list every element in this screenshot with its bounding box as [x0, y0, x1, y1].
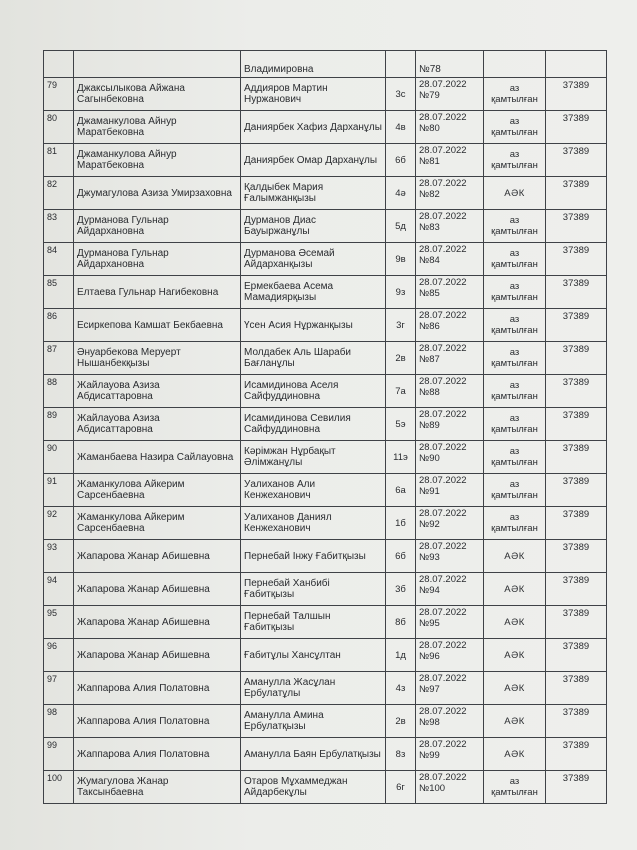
parent-name-cell: Джаманкулова Айнур Маратбековна	[74, 144, 241, 177]
date-text: 28.07.2022	[419, 574, 467, 585]
parent-name-cell: Жапарова Жанар Абишевна	[74, 573, 241, 606]
child-name-cell: Даниярбек Хафиз Дарханұлы	[241, 111, 386, 144]
status-cell: аз қамтылған	[484, 309, 546, 342]
code-cell: 37389	[546, 771, 607, 804]
date-order-cell	[416, 705, 484, 738]
date-text: 28.07.2022	[419, 541, 467, 552]
order-text: №99	[419, 750, 440, 761]
date-order-cell	[416, 243, 484, 276]
order-text: №91	[419, 486, 440, 497]
status-cell: аз қамтылған	[484, 441, 546, 474]
order-cell: №78	[416, 51, 484, 78]
class-cell: 4в	[386, 111, 416, 144]
parent-name-cell: Джумагулова Азиза Умирзаховна	[74, 177, 241, 210]
order-text: №97	[419, 684, 440, 695]
date-text: 28.07.2022	[419, 277, 467, 288]
status-cell: АӘК	[484, 705, 546, 738]
table-row	[44, 210, 607, 243]
row-number-cell: 92	[44, 507, 74, 540]
class-cell: 3б	[386, 573, 416, 606]
class-cell: 11э	[386, 441, 416, 474]
date-text: 28.07.2022	[419, 244, 467, 255]
table-row	[44, 342, 607, 375]
parent-name-cell: Дурманова Гульнар Айдархановна	[74, 210, 241, 243]
status-cell: аз қамтылған	[484, 210, 546, 243]
class-cell: 3с	[386, 78, 416, 111]
row-number-cell: 85	[44, 276, 74, 309]
status-cell: аз қамтылған	[484, 243, 546, 276]
table-row	[44, 540, 607, 573]
row-number-cell: 100	[44, 771, 74, 804]
table-row	[44, 606, 607, 639]
row-number-cell: 89	[44, 408, 74, 441]
child-name-cell: Үсен Асия Нұржанқызы	[241, 309, 386, 342]
code-cell: 37389	[546, 375, 607, 408]
parent-name-cell: Жаппарова Алия Полатовна	[74, 672, 241, 705]
date-text: 28.07.2022	[419, 79, 467, 90]
code-cell: 37389	[546, 210, 607, 243]
order-text: №83	[419, 222, 440, 233]
table-row	[44, 639, 607, 672]
date-text: 28.07.2022	[419, 376, 467, 387]
date-text: 28.07.2022	[419, 706, 467, 717]
parent-name-cell: Джаманкулова Айнур Маратбековна	[74, 111, 241, 144]
date-text: 28.07.2022	[419, 772, 467, 783]
date-order-cell	[416, 342, 484, 375]
date-order-cell	[416, 144, 484, 177]
child-name-cell: Отаров Мұхаммеджан Айдарбекұлы	[241, 771, 386, 804]
row-number-cell: 94	[44, 573, 74, 606]
code-cell: 37389	[546, 309, 607, 342]
child-name-cell: Аманулла Амина Ербулатқызы	[241, 705, 386, 738]
date-order-cell	[416, 276, 484, 309]
table-row	[44, 672, 607, 705]
class-cell: 9в	[386, 243, 416, 276]
status-cell: аз қамтылған	[484, 78, 546, 111]
child-name-cell: Пернебай Ханбибі Ғабитқызы	[241, 573, 386, 606]
date-text: 28.07.2022	[419, 343, 467, 354]
status-cell: АӘК	[484, 738, 546, 771]
order-text: №92	[419, 519, 440, 530]
status-cell: аз қамтылған	[484, 375, 546, 408]
date-text: 28.07.2022	[419, 640, 467, 651]
date-text: 28.07.2022	[419, 310, 467, 321]
order-text: №80	[419, 123, 440, 134]
table-row	[44, 78, 607, 111]
parent-name-cell: Жаппарова Алия Полатовна	[74, 705, 241, 738]
row-number-cell: 91	[44, 474, 74, 507]
parent-name-cell: Дурманова Гульнар Айдархановна	[74, 243, 241, 276]
table-row	[44, 375, 607, 408]
code-cell: 37389	[546, 144, 607, 177]
class-cell: 6б	[386, 144, 416, 177]
order-text: №100	[419, 783, 446, 794]
status-cell: аз қамтылған	[484, 342, 546, 375]
child-name-cell: Ермекбаева Асема Мамадиярқызы	[241, 276, 386, 309]
code-cell: 37389	[546, 408, 607, 441]
row-number-cell: 86	[44, 309, 74, 342]
status-cell: АӘК	[484, 606, 546, 639]
table-row	[44, 111, 607, 144]
date-text: 28.07.2022	[419, 607, 467, 618]
child-name-cell: Аманулла Жасұлан Ербулатұлы	[241, 672, 386, 705]
date-order-cell	[416, 78, 484, 111]
class-cell: 6б	[386, 540, 416, 573]
row-number-cell: 98	[44, 705, 74, 738]
code-cell: 37389	[546, 738, 607, 771]
order-text: №94	[419, 585, 440, 596]
table-row	[44, 507, 607, 540]
date-order-cell	[416, 771, 484, 804]
table-row	[44, 51, 607, 78]
status-cell: аз қамтылған	[484, 144, 546, 177]
row-number-cell: 90	[44, 441, 74, 474]
child-name-cell: Исамидинова Севилия Сайфуддиновна	[241, 408, 386, 441]
class-cell: 1б	[386, 507, 416, 540]
row-number-cell: 88	[44, 375, 74, 408]
code-cell: 37389	[546, 78, 607, 111]
child-name-cell: Ғабитұлы Хансұлтан	[241, 639, 386, 672]
class-cell: 5э	[386, 408, 416, 441]
class-cell: 9з	[386, 276, 416, 309]
child-name-cell: Владимировна	[241, 51, 386, 78]
order-text: №87	[419, 354, 440, 365]
row-number-cell: 83	[44, 210, 74, 243]
code-cell: 37389	[546, 276, 607, 309]
parent-name-cell: Елтаева Гульнар Нагибековна	[74, 276, 241, 309]
child-name-cell: Дурманов Диас Бауыржанұлы	[241, 210, 386, 243]
order-text: №96	[419, 651, 440, 662]
child-name-cell: Дурманова Әсемай Айдарханқызы	[241, 243, 386, 276]
class-cell: 5д	[386, 210, 416, 243]
date-text: 28.07.2022	[419, 211, 467, 222]
order-text: №81	[419, 156, 440, 167]
parent-name-cell: Есиркепова Камшат Бекбаевна	[74, 309, 241, 342]
date-order-cell	[416, 474, 484, 507]
date-order-cell	[416, 639, 484, 672]
order-text: №85	[419, 288, 440, 299]
student-list-table	[43, 50, 607, 804]
class-cell: 8б	[386, 606, 416, 639]
code-cell: 37389	[546, 243, 607, 276]
date-text: 28.07.2022	[419, 409, 467, 420]
status-cell: АӘК	[484, 672, 546, 705]
row-number-cell: 79	[44, 78, 74, 111]
class-cell: 7а	[386, 375, 416, 408]
date-text: 28.07.2022	[419, 739, 467, 750]
child-name-cell: Қалдыбек Мария Ғалымжанқызы	[241, 177, 386, 210]
date-text: 28.07.2022	[419, 442, 467, 453]
order-text: №89	[419, 420, 440, 431]
row-number-cell: 84	[44, 243, 74, 276]
status-cell: АӘК	[484, 573, 546, 606]
parent-name-cell: Жаманкулова Айкерим Сарсенбаевна	[74, 507, 241, 540]
order-text: №98	[419, 717, 440, 728]
date-order-cell	[416, 672, 484, 705]
table-row	[44, 705, 607, 738]
status-cell: аз қамтылған	[484, 507, 546, 540]
child-name-cell: Исамидинова Аселя Сайфуддиновна	[241, 375, 386, 408]
order-text: №88	[419, 387, 440, 398]
parent-name-cell: Әнуарбекова Меруерт Нышанбекқызы	[74, 342, 241, 375]
code-cell: 37389	[546, 573, 607, 606]
parent-name-cell: Жаманбаева Назира Сайлауовна	[74, 441, 241, 474]
code-cell: 37389	[546, 441, 607, 474]
code-cell: 37389	[546, 705, 607, 738]
class-cell: 6а	[386, 474, 416, 507]
code-cell: 37389	[546, 111, 607, 144]
row-number-cell: 99	[44, 738, 74, 771]
class-cell: 4з	[386, 672, 416, 705]
date-order-cell	[416, 507, 484, 540]
table-row	[44, 276, 607, 309]
class-cell: 4ә	[386, 177, 416, 210]
order-text: №82	[419, 189, 440, 200]
table-row	[44, 408, 607, 441]
parent-name-cell: Жаманкулова Айкерим Сарсенбаевна	[74, 474, 241, 507]
child-name-cell: Кәрімжан Нұрбақыт Әлімжанұлы	[241, 441, 386, 474]
table-row	[44, 243, 607, 276]
status-cell: АӘК	[484, 540, 546, 573]
order-text: №90	[419, 453, 440, 464]
order-text: №93	[419, 552, 440, 563]
child-name-cell: Уалиханов Али Кенжеханович	[241, 474, 386, 507]
date-order-cell	[416, 309, 484, 342]
date-order-cell	[416, 375, 484, 408]
order-text: №86	[419, 321, 440, 332]
status-cell: АӘК	[484, 639, 546, 672]
table-row	[44, 144, 607, 177]
child-name-cell: Даниярбек Омар Дарханұлы	[241, 144, 386, 177]
code-cell: 37389	[546, 639, 607, 672]
parent-name-cell: Жапарова Жанар Абишевна	[74, 606, 241, 639]
date-order-cell	[416, 540, 484, 573]
parent-name-cell: Джаксылыкова Айжана Сагынбековна	[74, 78, 241, 111]
code-cell: 37389	[546, 507, 607, 540]
row-number-cell: 87	[44, 342, 74, 375]
status-cell: аз қамтылған	[484, 111, 546, 144]
date-text: 28.07.2022	[419, 112, 467, 123]
status-cell: аз қамтылған	[484, 474, 546, 507]
row-number-cell: 82	[44, 177, 74, 210]
order-text: №79	[419, 90, 440, 101]
code-cell: 37389	[546, 474, 607, 507]
table-row	[44, 573, 607, 606]
parent-name-cell: Жапарова Жанар Абишевна	[74, 540, 241, 573]
date-order-cell	[416, 606, 484, 639]
date-order-cell	[416, 573, 484, 606]
parent-name-cell: Жайлауова Азиза Абдисаттаровна	[74, 375, 241, 408]
class-cell: 1д	[386, 639, 416, 672]
code-cell: 37389	[546, 540, 607, 573]
code-cell: 37389	[546, 342, 607, 375]
date-order-cell	[416, 738, 484, 771]
row-number-cell: 95	[44, 606, 74, 639]
child-name-cell: Пернебай Талшын Ғабитқызы	[241, 606, 386, 639]
child-name-cell: Аддияров Мартин Нуржанович	[241, 78, 386, 111]
code-cell: 37389	[546, 177, 607, 210]
date-text: 28.07.2022	[419, 145, 467, 156]
code-cell: 37389	[546, 606, 607, 639]
parent-name-cell: Жаппарова Алия Полатовна	[74, 738, 241, 771]
child-name-cell: Пернебай Інжу Ғабитқызы	[241, 540, 386, 573]
date-order-cell	[416, 441, 484, 474]
child-name-cell: Молдабек Аль Шараби Бағланұлы	[241, 342, 386, 375]
row-number-cell: 81	[44, 144, 74, 177]
row-number-cell: 93	[44, 540, 74, 573]
table-row	[44, 309, 607, 342]
table-row	[44, 738, 607, 771]
class-cell: 2в	[386, 705, 416, 738]
row-number-cell: 97	[44, 672, 74, 705]
table-row	[44, 441, 607, 474]
date-order-cell	[416, 111, 484, 144]
class-cell: 6г	[386, 771, 416, 804]
date-order-cell	[416, 210, 484, 243]
table-row	[44, 771, 607, 804]
table-row	[44, 474, 607, 507]
date-text: 28.07.2022	[419, 475, 467, 486]
row-number-cell: 96	[44, 639, 74, 672]
child-name-cell: Аманулла Баян Ербулатқызы	[241, 738, 386, 771]
parent-name-cell: Жумагулова Жанар Таксынбаевна	[74, 771, 241, 804]
table-row	[44, 177, 607, 210]
order-text: №84	[419, 255, 440, 266]
code-cell: 37389	[546, 672, 607, 705]
child-name-cell: Уалиханов Даниял Кенжеханович	[241, 507, 386, 540]
class-cell: 3г	[386, 309, 416, 342]
date-order-cell	[416, 408, 484, 441]
order-text: №95	[419, 618, 440, 629]
status-cell: аз қамтылған	[484, 276, 546, 309]
date-text: 28.07.2022	[419, 178, 467, 189]
parent-name-cell: Жапарова Жанар Абишевна	[74, 639, 241, 672]
date-order-cell	[416, 177, 484, 210]
class-cell: 2в	[386, 342, 416, 375]
row-number-cell: 80	[44, 111, 74, 144]
status-cell: аз қамтылған	[484, 771, 546, 804]
class-cell: 8з	[386, 738, 416, 771]
status-cell: АӘК	[484, 177, 546, 210]
status-cell: аз қамтылған	[484, 408, 546, 441]
parent-name-cell: Жайлауова Азиза Абдисаттаровна	[74, 408, 241, 441]
date-text: 28.07.2022	[419, 673, 467, 684]
date-text: 28.07.2022	[419, 508, 467, 519]
